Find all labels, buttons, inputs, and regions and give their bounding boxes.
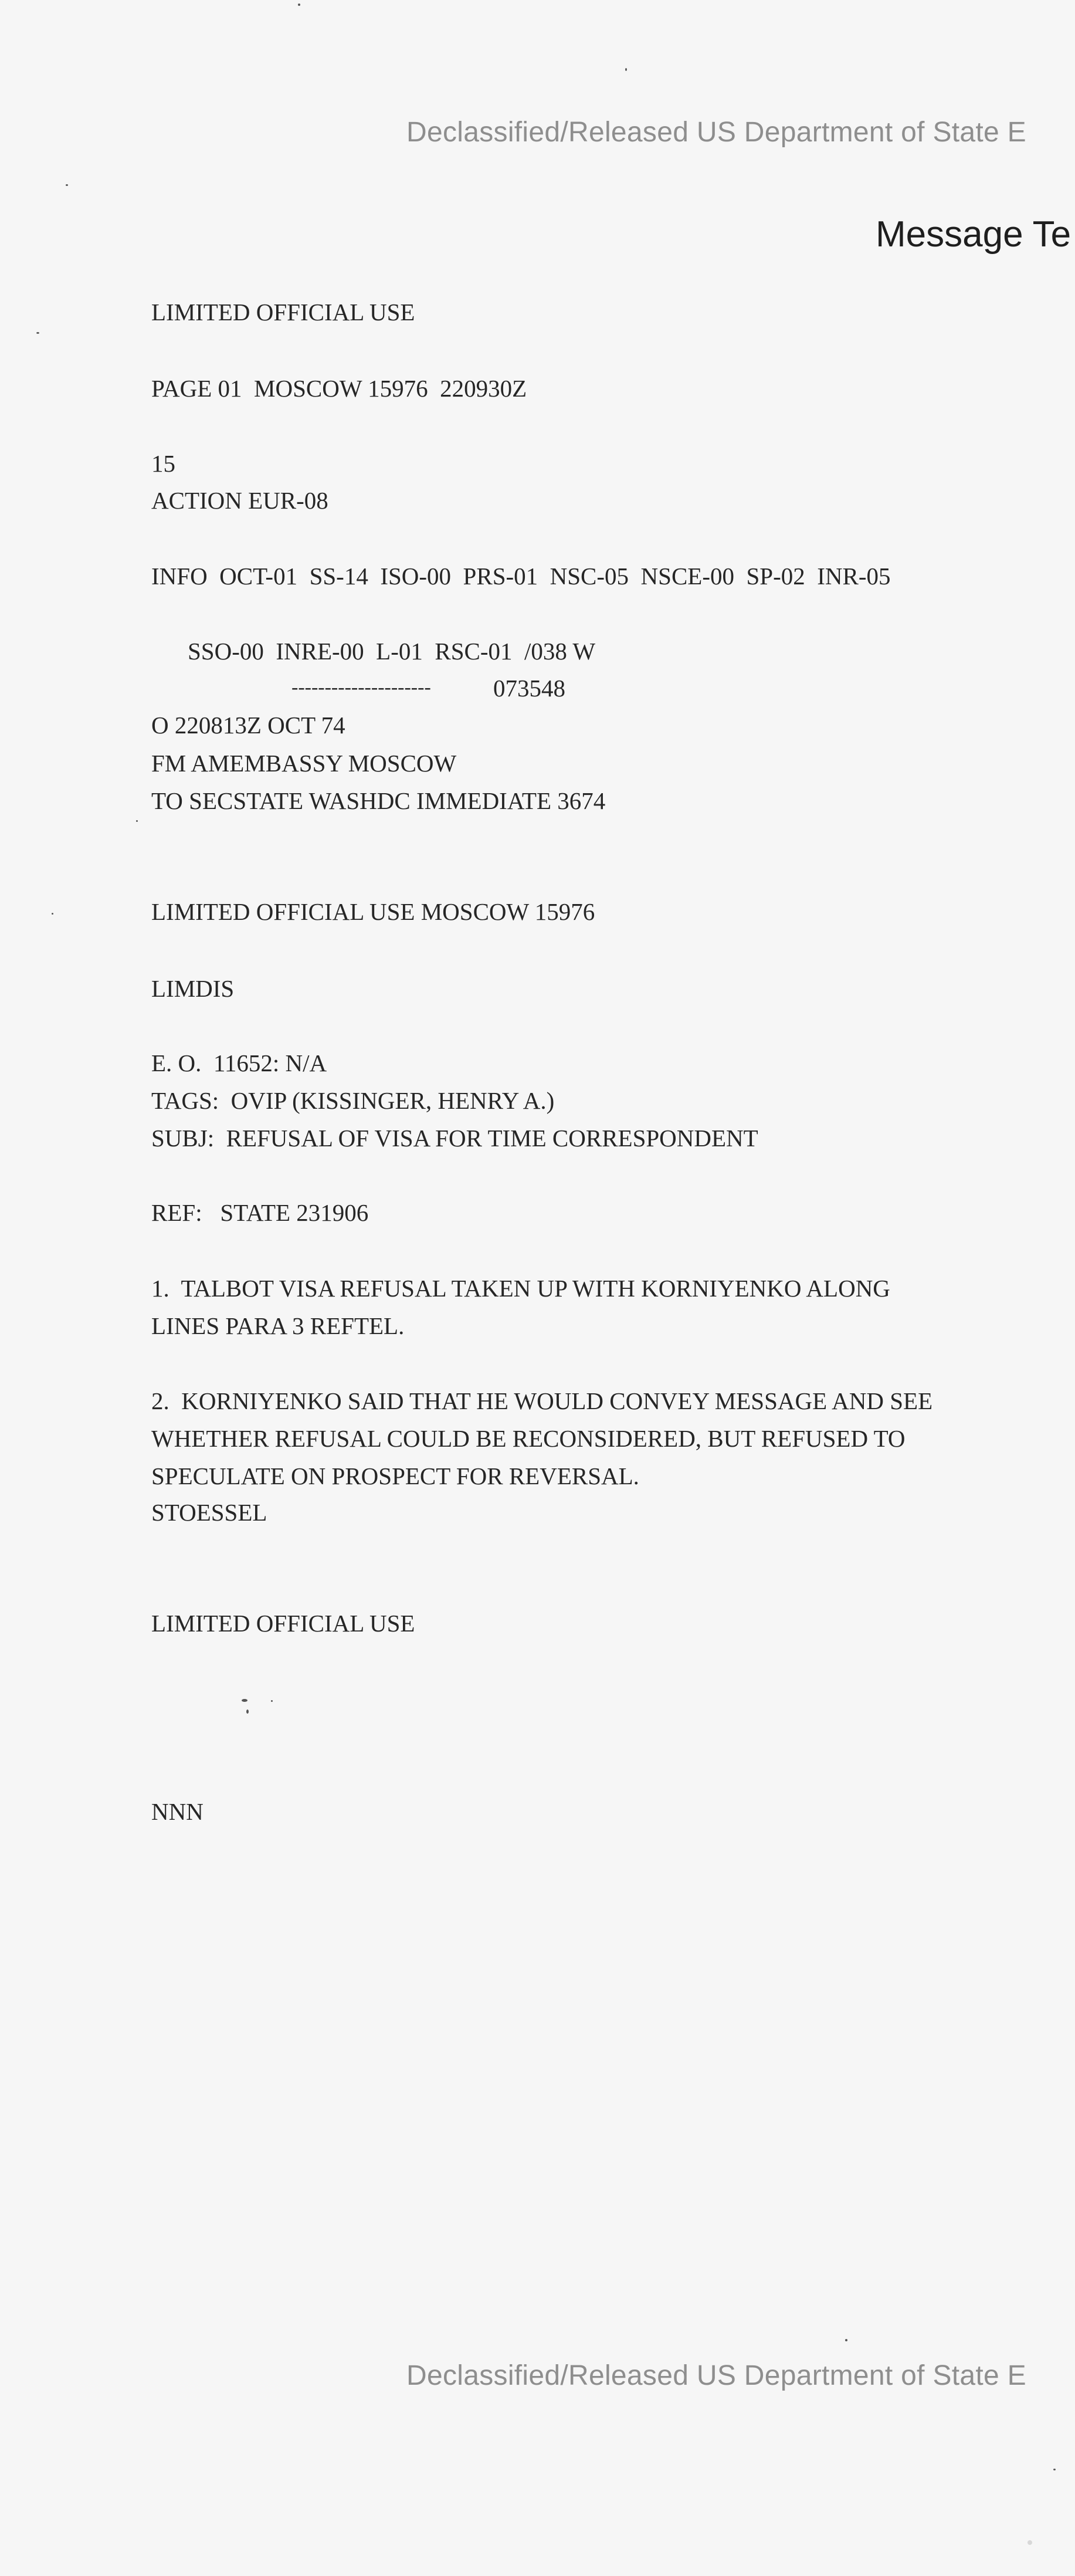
- to-line: TO SECSTATE WASHDC IMMEDIATE 3674: [151, 787, 606, 814]
- subject-line: SUBJ: REFUSAL OF VISA FOR TIME CORRESPONDENT: [151, 1125, 758, 1152]
- scan-speck: [845, 2339, 847, 2341]
- action-line: ACTION EUR-08: [151, 487, 328, 514]
- paragraph-2-line-1: 2. KORNIYENKO SAID THAT HE WOULD CONVEY MESSAGE AND SEE: [151, 1387, 933, 1414]
- precedence-number: 15: [151, 450, 175, 477]
- declassification-stamp-header: Declassified/Released US Department of State E: [406, 117, 1026, 148]
- info-line: INFO OCT-01 SS-14 ISO-00 PRS-01 NSC-05 NSCE-00 SP-02 INR-05: [151, 563, 891, 590]
- scan-speck: [246, 1710, 249, 1714]
- end-marker: NNN: [151, 1798, 204, 1825]
- scan-speck: [271, 1700, 273, 1702]
- signature: STOESSEL: [151, 1499, 267, 1526]
- handling-caveat: LIMDIS: [151, 975, 235, 1002]
- tags-line: TAGS: OVIP (KISSINGER, HENRY A.): [151, 1087, 555, 1114]
- paragraph-2-line-3: SPECULATE ON PROSPECT FOR REVERSAL.: [151, 1463, 639, 1490]
- scan-speck: [298, 4, 300, 6]
- page-line: PAGE 01 MOSCOW 15976 220930Z: [151, 375, 527, 402]
- reference-line: REF: STATE 231906: [151, 1199, 369, 1226]
- eo-line: E. O. 11652: N/A: [151, 1050, 327, 1077]
- control-number: 073548: [493, 675, 565, 702]
- scan-speck: [1027, 2540, 1032, 2545]
- scan-speck: [36, 332, 39, 334]
- classification-top: LIMITED OFFICIAL USE: [151, 299, 415, 326]
- scan-speck: [242, 1699, 247, 1702]
- message-text-title: Message Te: [876, 214, 1071, 255]
- info-continuation: SSO-00 INRE-00 L-01 RSC-01 /038 W: [188, 638, 596, 665]
- scan-speck: [52, 913, 53, 915]
- date-time-group: O 220813Z OCT 74: [151, 712, 345, 739]
- from-line: FM AMEMBASSY MOSCOW: [151, 750, 457, 777]
- paragraph-1-line-1: 1. TALBOT VISA REFUSAL TAKEN UP WITH KORNIYENKO ALONG: [151, 1275, 890, 1302]
- scan-speck: [136, 820, 138, 822]
- paragraph-1-line-2: LINES PARA 3 REFTEL.: [151, 1312, 405, 1339]
- classification-bottom: LIMITED OFFICIAL USE: [151, 1610, 415, 1637]
- separator-line: ---------------------: [291, 676, 431, 698]
- scan-speck: [625, 68, 627, 71]
- classification-line: LIMITED OFFICIAL USE MOSCOW 15976: [151, 898, 595, 925]
- scan-speck: [1053, 2469, 1056, 2470]
- scan-speck: [66, 184, 68, 186]
- declassification-stamp-footer: Declassified/Released US Department of State E: [406, 2360, 1026, 2391]
- paragraph-2-line-2: WHETHER REFUSAL COULD BE RECONSIDERED, BUT REFUSED TO: [151, 1425, 906, 1452]
